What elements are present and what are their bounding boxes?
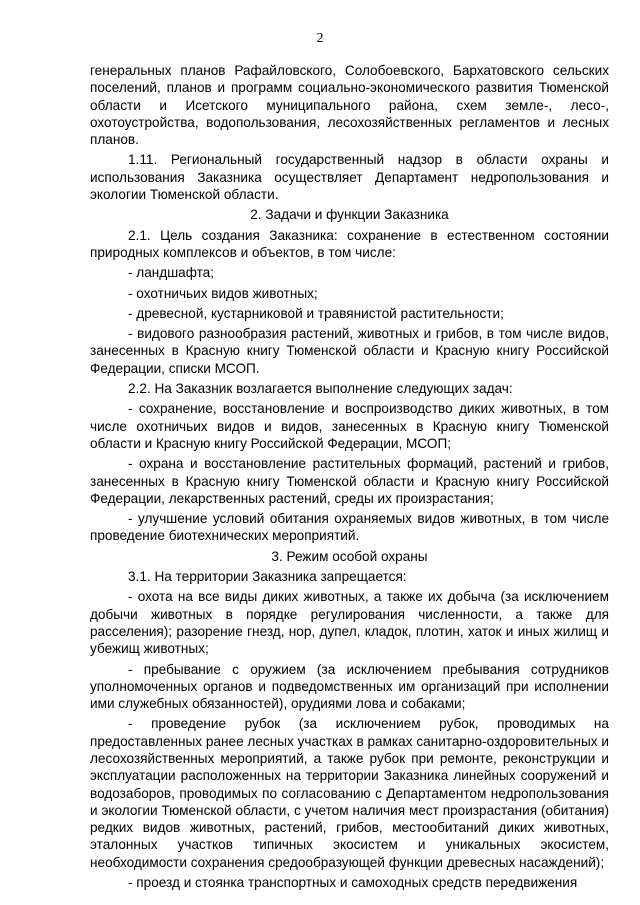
list-item-weapons-ban: - пребывание с оружием (за исключением пребывания сотрудников уполномоченных органов и подведомственных им организаций при исполнении ими служебных обязанностей), орудиями лова и собаками; [90, 661, 609, 712]
paragraph-3-1: 3.1. На территории Заказника запрещается: [128, 569, 407, 585]
paragraph-2-1: 2.1. Цель создания Заказника: сохранение в естественном состоянии природных комплексов и объектов, в том числе: [90, 227, 609, 260]
list-item-vegetation: - древесной, кустарниковой и травянистой растительности; [128, 305, 504, 321]
list-item-wildlife-conservation: - сохранение, восстановление и воспроизводство диких животных, в том числе охотничьих видов и видов, занесенных в Красную книгу Тюменской области и Красную книгу Российской Федерации, МСОП; [90, 401, 609, 451]
list-item-hunting-ban: - охота на все виды диких животных, а также их добыча (за исключением добычи животных в порядке регулирования численности, а также для расселения); разорение гнезд, нор, дупел, кладок, плотин, хаток и иных жилищ и убежищ животных; [90, 589, 609, 657]
paragraph-1-11: 1.11. Региональный государственный надзор в области охраны и использования Заказника осуществляет Департамент недропользования и экологии Тюменской области. [90, 152, 609, 203]
section-heading-2: 2. Задачи и функции Заказника [250, 207, 449, 223]
list-item-plant-protection: - охрана и восстановление растительных формаций, растений и грибов, занесенных в Красную книгу Тюменской области и Красную книгу Российской Федерации, лекарственных растений, среды их произрастания; [90, 456, 609, 506]
list-item-logging-ban: - проведение рубок (за исключением рубок, проводимых на предоставленных ранее лесных участках в рамках санитарно-оздоровительных и лесохозяйственных мероприятий, а также рубок при ремонте, реконструкции и эксплуатации расположенных на территории Заказника линейных сооружений и водозаборов, проводимых по согласованию с Департаментом недропользования и экологии Тюменской области, с учетом наличия мест произрастания (обитания) редких видов животных, растений, грибов, местообитаний диких животных, эталонных участков типичных экосистем и уникальных экосистем, необходимости сохранения средообразующей функции древесных насаждений); [90, 716, 609, 870]
page-number: 2 [316, 31, 324, 46]
list-item-hunting-species: - охотничьих видов животных; [128, 285, 318, 301]
section-heading-3: 3. Режим особой охраны [271, 548, 428, 564]
paragraph-general-plans: генеральных планов Рафайловского, Солобоевского, Бархатовского сельских поселений, планов и программ социально-экономического развития Тюменской области и Исетского муниципального района, схем земле-, лесо-, охотоустройства, водопользования, лесохозяйственных регламентов и лесных планов. [90, 63, 609, 148]
list-item-vehicles-ban: - проезд и стоянка транспортных и самоходных средств передвижения [128, 875, 578, 891]
paragraph-2-2: 2.2. На Заказник возлагается выполнение следующих задач: [128, 381, 513, 397]
list-item-landscape: - ландшафта; [128, 265, 214, 281]
document-body [90, 62, 609, 894]
list-item-habitat-improvement: - улучшение условий обитания охраняемых видов животных, в том числе проведение биотехнических мероприятий. [90, 511, 609, 544]
list-item-biodiversity: - видового разнообразия растений, животных и грибов, в том числе видов, занесенных в Красную книгу Тюменской области и Красную книгу Российской Федерации, списки МСОП. [90, 326, 609, 376]
